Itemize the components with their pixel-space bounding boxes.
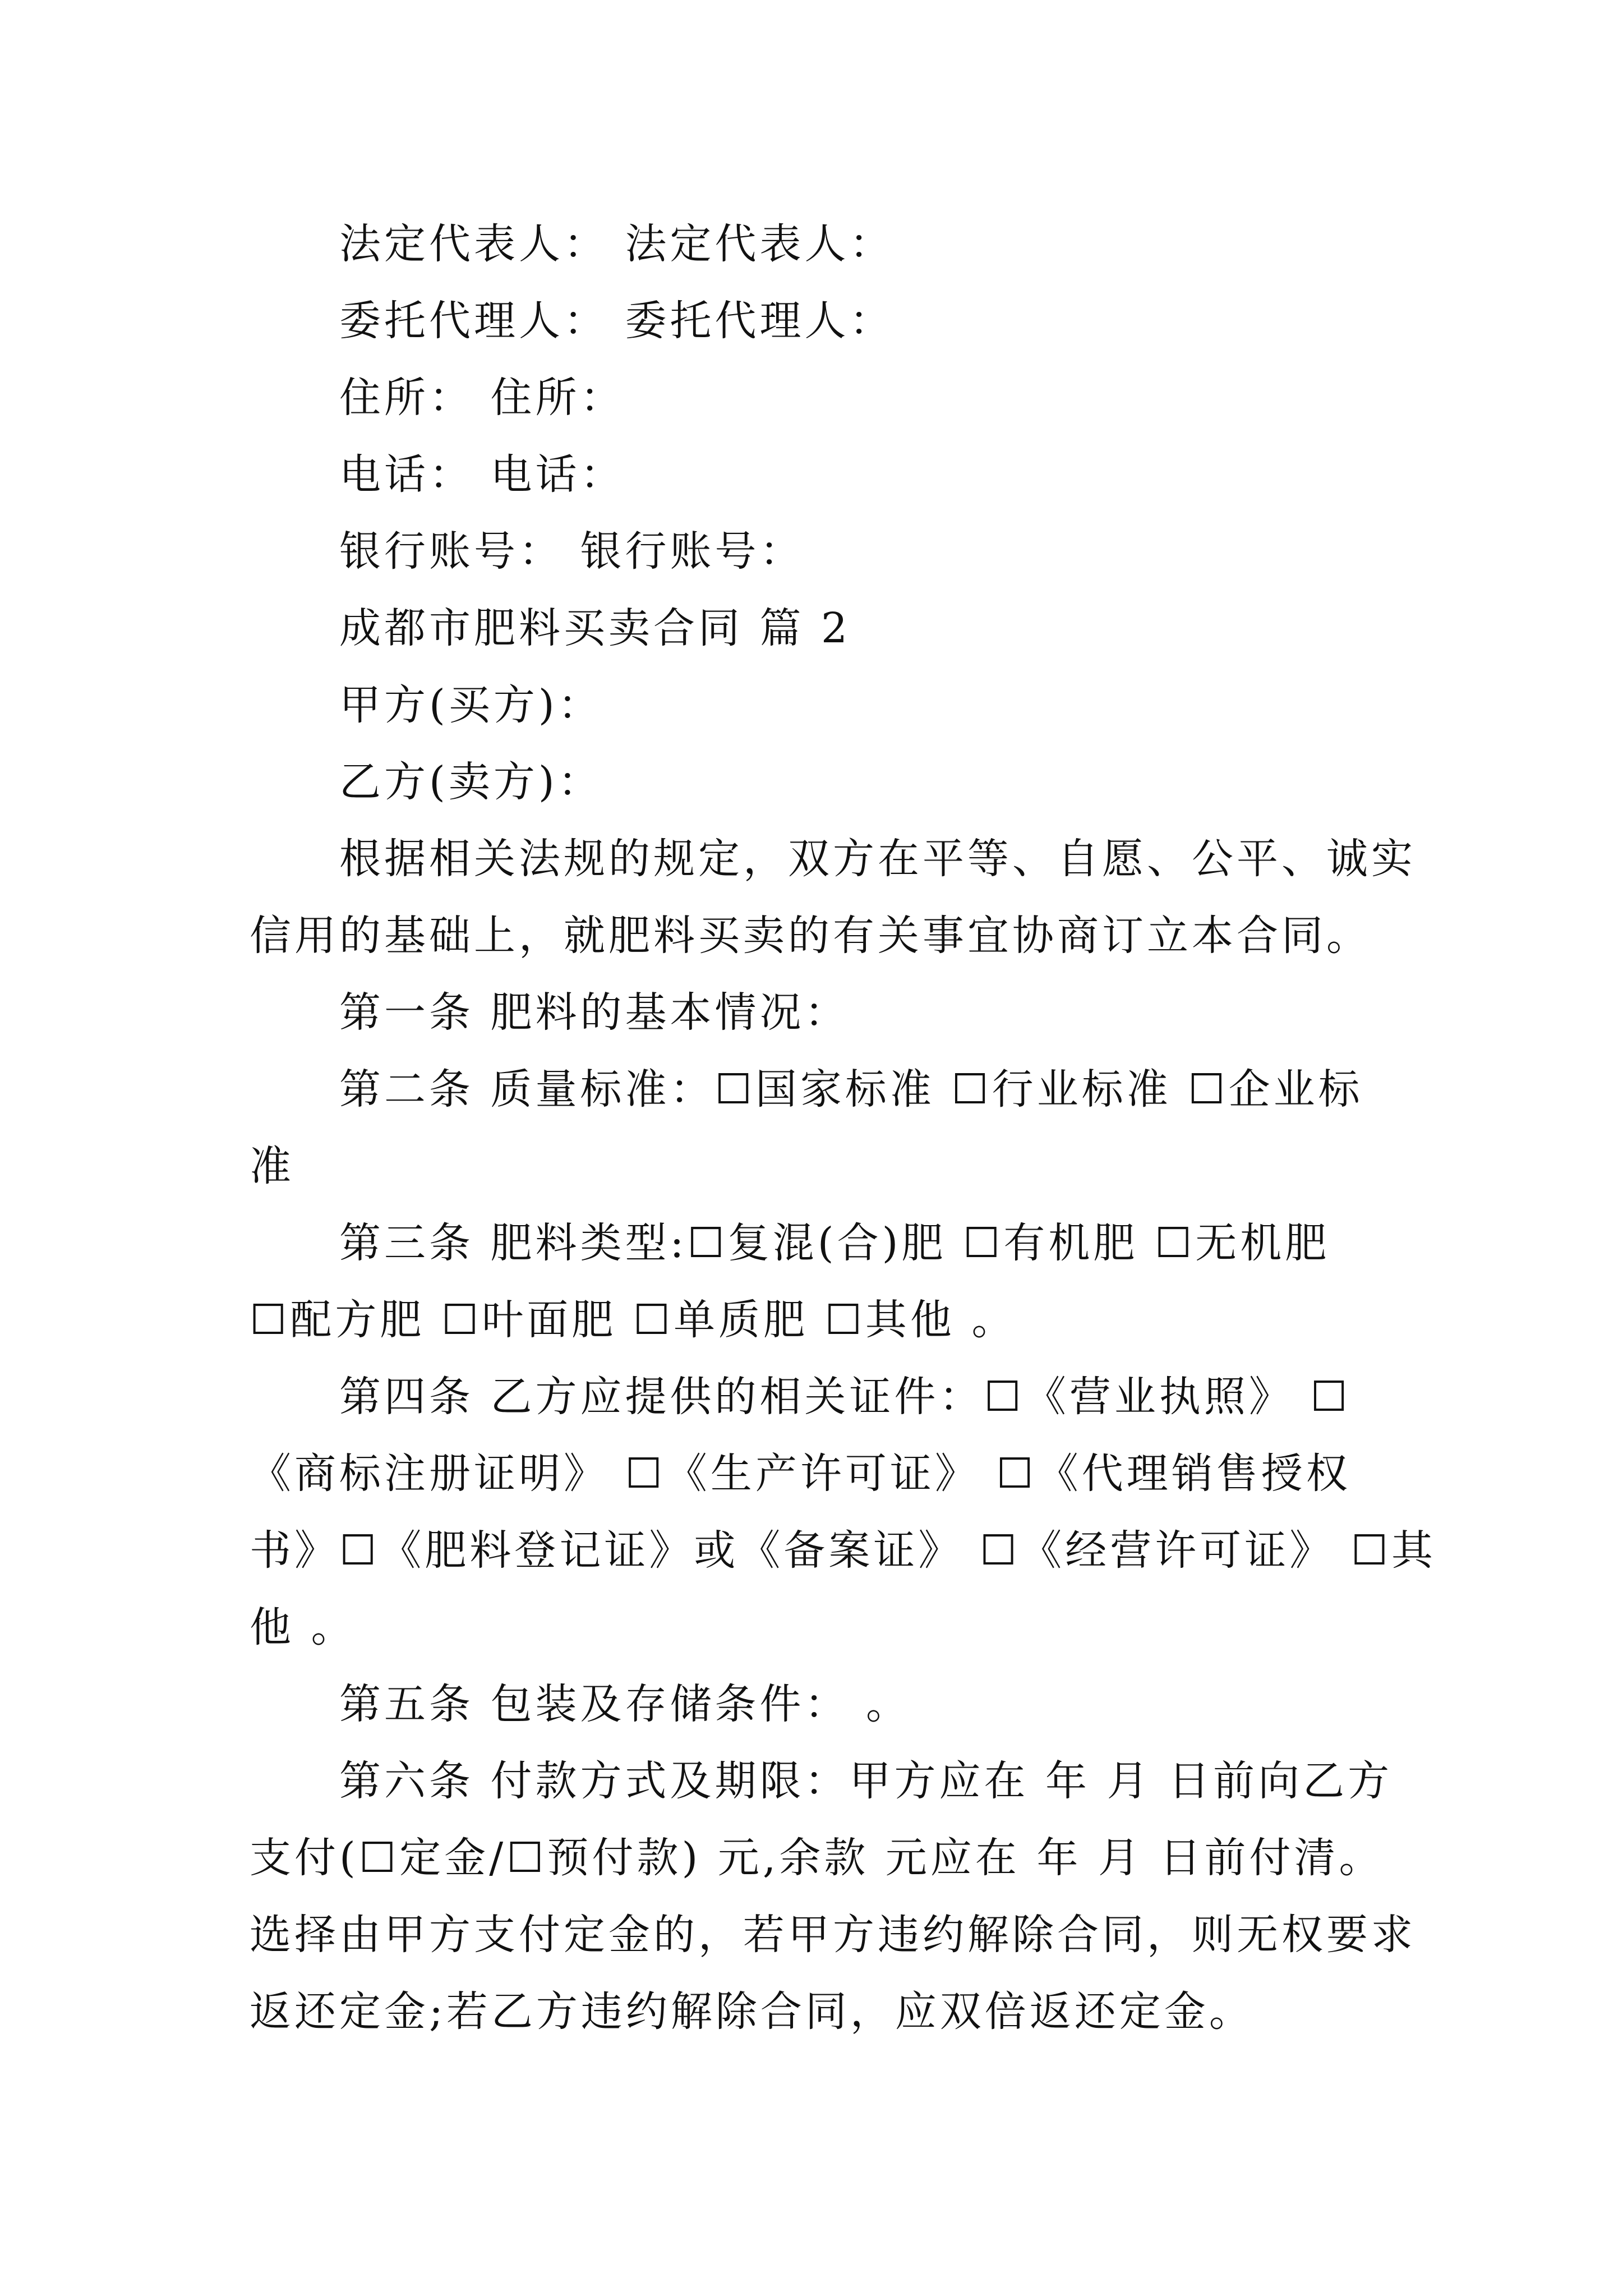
article-4-line-2: 《商标注册证明》 ☐《生产许可证》 ☐《代理销售授权 (250, 1450, 1351, 1498)
article-2-line-2: 准 (250, 1142, 294, 1190)
preamble-line-1: 根据相关法规的规定，双方在平等、自愿、公平、诚实 (339, 835, 1416, 883)
article-4-line-1: 第四条 乙方应提供的相关证件：☐《营业执照》 ☐ (339, 1373, 1351, 1421)
article-6-line-2: 支付(☐定金/☐预付款) 元,余款 元应在 年 月 日前付清。 (250, 1834, 1384, 1882)
article-3-line-1: 第三条 肥料类型:☐复混(合)肥 ☐有机肥 ☐无机肥 (339, 1219, 1330, 1267)
article-6-line-4: 返还定金;若乙方违约解除合同，应双倍返还定金。 (250, 1987, 1254, 2036)
party-b-line: 乙方(卖方)： (339, 758, 603, 806)
article-6-line-3: 选择由甲方支付定金的，若甲方违约解除合同，则无权要求 (250, 1911, 1416, 1959)
article-5: 第五条 包装及存储条件： 。 (339, 1680, 911, 1728)
phone-line: 电话： 电话： (339, 450, 625, 499)
preamble-line-2: 信用的基础上，就肥料买卖的有关事宜协商订立本合同。 (250, 912, 1371, 960)
party-a-line: 甲方(买方)： (339, 681, 603, 729)
article-1: 第一条 肥料的基本情况： (339, 988, 850, 1037)
article-2-line-1: 第二条 质量标准：☐国家标准 ☐行业标准 ☐企业标 (339, 1065, 1363, 1114)
article-4-line-4: 他 。 (250, 1603, 356, 1651)
legal-representative-line: 法定代表人： 法定代表人： (339, 220, 895, 268)
contract-title: 成都市肥料买卖合同 篇 2 (339, 604, 851, 652)
authorized-agent-line: 委托代理人： 委托代理人： (339, 297, 895, 345)
article-6-line-1: 第六条 付款方式及期限：甲方应在 年 月 日前向乙方 (339, 1757, 1393, 1805)
address-line: 住所： 住所： (339, 374, 625, 422)
article-3-line-2: ☐配方肥 ☐叶面肥 ☐单质肥 ☐其他 。 (250, 1296, 1017, 1344)
article-4-line-3: 书》☐《肥料登记证》或《备案证》 ☐《经营许可证》 ☐其 (250, 1526, 1437, 1575)
bank-account-line: 银行账号： 银行账号： (339, 527, 805, 576)
